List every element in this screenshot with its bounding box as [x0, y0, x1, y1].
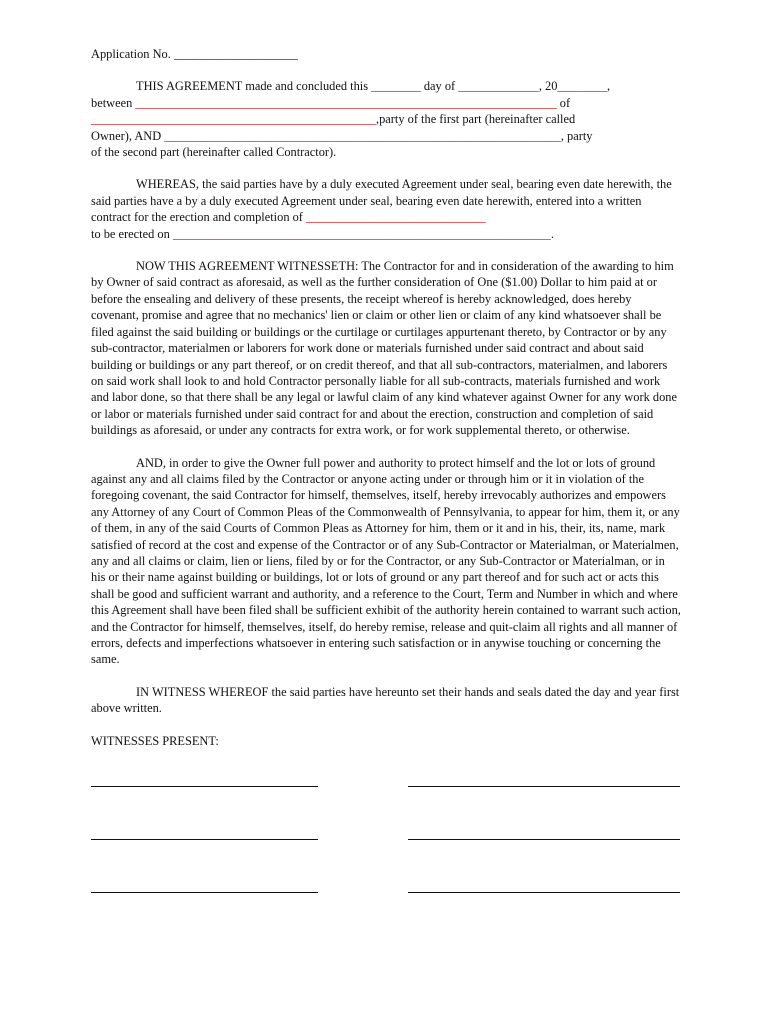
witness-signature-line-3[interactable] — [91, 892, 318, 893]
erection-description-blank[interactable]: _____________________________ — [306, 210, 486, 225]
day-blank[interactable]: ________ — [371, 79, 421, 94]
whereas-location-line: to be erected on _____________________________________________________________. — [91, 226, 554, 241]
application-number-label: Application No. — [91, 47, 171, 61]
authority-paragraph: AND, in order to give the Owner full power and authority to protect himself and the lot or lots of ground against any and all claims filed by the Contractor or anyone acting under or through him or it in violation of the foregoing covenant, the said Contractor for himself, themselves, itself, hereby irrevocably authorizes and empowers any Attorney of any Court of Common Pleas of the Commonwealth of Pennsylvania, to appear for him, them it, or any of them, in any of the said Courts of Common Pleas as Attorney for him, them or it and in his, their, its, name, mark satisfied of record at the cost and expense of the Contractor or of any Sub-Contractor or Materialman, or Materialmen, any and all claims or claim, lien or liens, filed by or for the Contractor, or any Sub-Contractor or Materialman, or in his or their name against building or buildings, lot or lots of ground or any part thereof and for such act or acts this shall be good and sufficient warrant and authority, and a reference to the Court, Term and Number in which and where this Agreement shall have been filed shall be sufficient exhibit of the authority herein contained to warrant such action, and the Contractor for himself, themselves, itself, do hereby remise, release and quit-claim all rights and all manner of errors, defects and imperfections whatsoever in entering such satisfaction or in anywise touching or concerning the same. — [91, 455, 681, 667]
agreement-parties-paragraph — [91, 78, 681, 160]
agreement-line-5: of the second part (hereinafter called Contractor). — [91, 145, 337, 160]
agreement-line-3: ______________________________________________,party of the first part (hereinafter called — [91, 112, 576, 127]
party-signature-line-1[interactable] — [408, 786, 680, 787]
application-number-line — [91, 46, 681, 62]
signature-row-2 — [91, 839, 681, 892]
month-blank[interactable]: _____________ — [458, 79, 539, 94]
agreement-document — [91, 46, 681, 945]
agreement-line-1: THIS AGREEMENT made and concluded this ________ day of _____________, 20________, — [136, 79, 611, 94]
location-blank[interactable]: _____________________________________________________________ — [172, 226, 551, 241]
witness-signature-line-2[interactable] — [91, 839, 318, 840]
owner-address-blank[interactable]: ______________________________________________ — [91, 112, 376, 127]
signature-row-3 — [91, 892, 681, 945]
in-witness-paragraph: IN WITNESS WHEREOF the said parties have hereunto set their hands and seals dated the day and year first above written. — [91, 684, 680, 716]
witness-signature-line-1[interactable] — [91, 786, 318, 787]
application-number-blank[interactable]: ____________________ — [173, 47, 298, 61]
party-signature-line-3[interactable] — [408, 892, 680, 893]
year-blank[interactable]: ________ — [557, 79, 607, 94]
whereas-paragraph — [91, 176, 681, 242]
whereas-text: WHEREAS, the said parties have by a duly executed Agreement under seal, bearing even date herewith, the said parties have a by a duly executed Agreement under seal, bearing even date herewith, entered into a written contract for the erection and completion of _____________________________ — [91, 177, 672, 225]
contractor-name-blank[interactable]: ________________________________________________________________ — [164, 128, 561, 143]
party-signature-line-2[interactable] — [408, 839, 680, 840]
signature-row-1 — [91, 786, 681, 839]
witnesses-present-label: WITNESSES PRESENT: — [91, 733, 219, 748]
witnesseth-paragraph: NOW THIS AGREEMENT WITNESSETH: The Contractor for and in consideration of the awarding to him by Owner of said contract as aforesaid, as well as the further consideration of One ($1.00) Dollar to him paid at or before the ensealing and delivery of these presents, the receipt whereof is hereby acknowledged, does hereby covenant, promise and agree that no mechanics' lien or claim or other lien or claim of any kind whatsoever shall be filed against the said building or buildings or the curtilage or curtilages appurtenant thereto, by Contractor or by any sub-contractor, materialmen or laborers for work done or materials furnished under said contract and about said building or buildings or any part thereof, or on credit thereof, and that all sub-contractors, materialmen, and laborers on said work shall look to and hold Contractor personally liable for all sub-contracts, materials furnished and work and labor done, so that there shall be any legal or lawful claim of any kind whatever against Owner for any work done or labor or materials furnished under said contract for and about the erection, construction and completion of said buildings as aforesaid, or under any contracts for extra work, or for work supplemental thereto, or otherwise. — [91, 259, 677, 438]
agreement-line-2: between ____________________________________________________________________ of — [91, 95, 571, 110]
agreement-line-4: Owner), AND ________________________________________________________________, party — [91, 128, 593, 143]
owner-name-blank[interactable]: ____________________________________________________________________ — [135, 95, 557, 110]
